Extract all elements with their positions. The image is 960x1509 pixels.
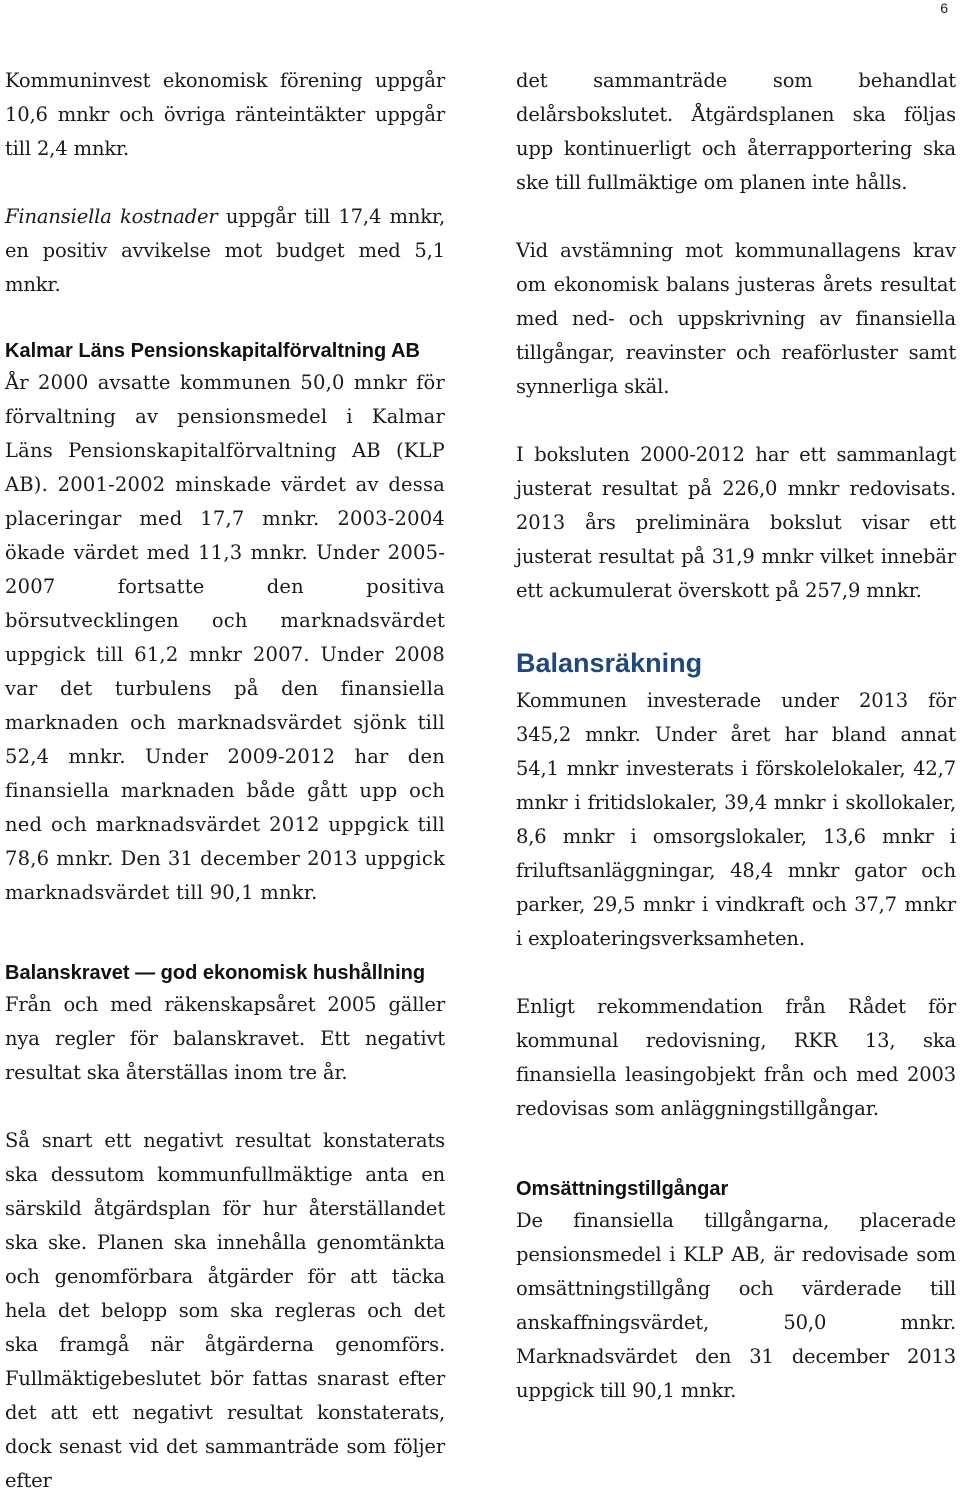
paragraph-atgardsplan: Så snart ett negativt resultat konstaterats ska dessutom kommunfullmäktige anta en särskild åtgärdsplan för hur återställandet ska ske. Planen ska innehålla genomtänkta och genomförbara åtgärder för att täcka hela det belopp som ska regleras och det ska framgå när åtgärderna genomförs. Fullmäktigebeslutet bör fattas snarast efter det att ett negativt resultat konstaterats, dock senast vid det sammanträde som följer efter	[5, 1129, 445, 1492]
paragraph-omsattningstillgangar: De finansiella tillgångarna, placerade pensionsmedel i KLP AB, är redovisade som omsättningstillgång och värderade till anskaffningsvärdet, 50,0 mnkr. Marknadsvärdet den 31 december 2013 uppgick till 90,1 mnkr.	[516, 1209, 956, 1402]
heading-balanskravet: Balanskravet — god ekonomisk hushållning	[5, 962, 426, 984]
paragraph-balanskravet-regler: Från och med räkenskapsåret 2005 gäller nya regler för balanskravet. Ett negativt resultat ska återställas inom tre år.	[5, 993, 445, 1084]
paragraph-finansiella-kostnader	[5, 200, 445, 302]
heading-balansrakning: Balansräkning	[516, 648, 703, 678]
term-finansiella-kostnader: Finansiella kostnader	[5, 205, 218, 228]
heading-omsattningstillgangar: Omsättningstillgångar	[516, 1178, 729, 1200]
finansiella-kostnader-text: uppgår till 17,4 mnkr, en positiv avvikelse mot budget med 5,1 mnkr.	[5, 205, 445, 296]
page-number: 6	[940, 0, 948, 16]
heading-klp: Kalmar Läns Pensionskapitalförvaltning AB	[5, 340, 420, 362]
paragraph-investeringar: Kommunen investerade under 2013 för 345,2 mnkr. Under året har bland annat 54,1 mnkr investerats i förskolelokaler, 42,7 mnkr i fritidslokaler, 39,4 mnkr i skollokaler, 8,6 mnkr i omsorgslokaler, 13,6 mnkr i friluftsanläggningar, 48,4 mnkr gator och parker, 29,5 mnkr i vindkraft och 37,7 mnkr i exploateringsverksamheten.	[516, 689, 956, 950]
right-column	[516, 64, 956, 1408]
paragraph-delarsbokslut: det sammanträde som behandlat delårsbokslutet. Åtgärdsplanen ska följas upp kontinuerligt och återrapportering ska ske till fullmäktige om planen inte hålls.	[516, 69, 956, 194]
paragraph-klp: År 2000 avsatte kommunen 50,0 mnkr för förvaltning av pensionsmedel i Kalmar Läns Pensionskapitalförvaltning AB (KLP AB). 2001-2002 minskade värdet av dessa placeringar med 17,7 mnkr. 2003-2004 ökade värdet med 11,3 mnkr. Under 2005-2007 fortsatte den positiva börsutvecklingen och marknadsvärdet uppgick till 61,2 mnkr 2007. Under 2008 var det turbulens på den finansiella marknaden och marknadsvärdet sjönk till 52,4 mnkr. Under 2009-2012 har den finansiella marknaden både gått upp och ned och marknadsvärdet 2012 uppgick till 78,6 mnkr. Den 31 december 2013 uppgick marknadsvärdet till 90,1 mnkr.	[5, 371, 445, 904]
paragraph-kommuninvest: Kommuninvest ekonomisk förening uppgår 10,6 mnkr och övriga ränteintäkter uppgår till 2,4 mnkr.	[5, 69, 445, 160]
paragraph-avstamning: Vid avstämning mot kommunallagens krav om ekonomisk balans justeras årets resultat med ned- och uppskrivning av finansiella tillgångar, reavinster och reaförluster samt synnerliga skäl.	[516, 239, 956, 398]
left-column	[5, 64, 445, 1498]
paragraph-leasing: Enligt rekommendation från Rådet för kommunal redovisning, RKR 13, ska finansiella leasingobjekt från och med 2003 redovisas som anläggningstillgångar.	[516, 995, 956, 1120]
paragraph-bokslut: I boksluten 2000-2012 har ett sammanlagt justerat resultat på 226,0 mnkr redovisats. 2013 års preliminära bokslut visar ett justerat resultat på 31,9 mnkr vilket innebär ett ackumulerat överskott på 257,9 mnkr.	[516, 443, 956, 602]
